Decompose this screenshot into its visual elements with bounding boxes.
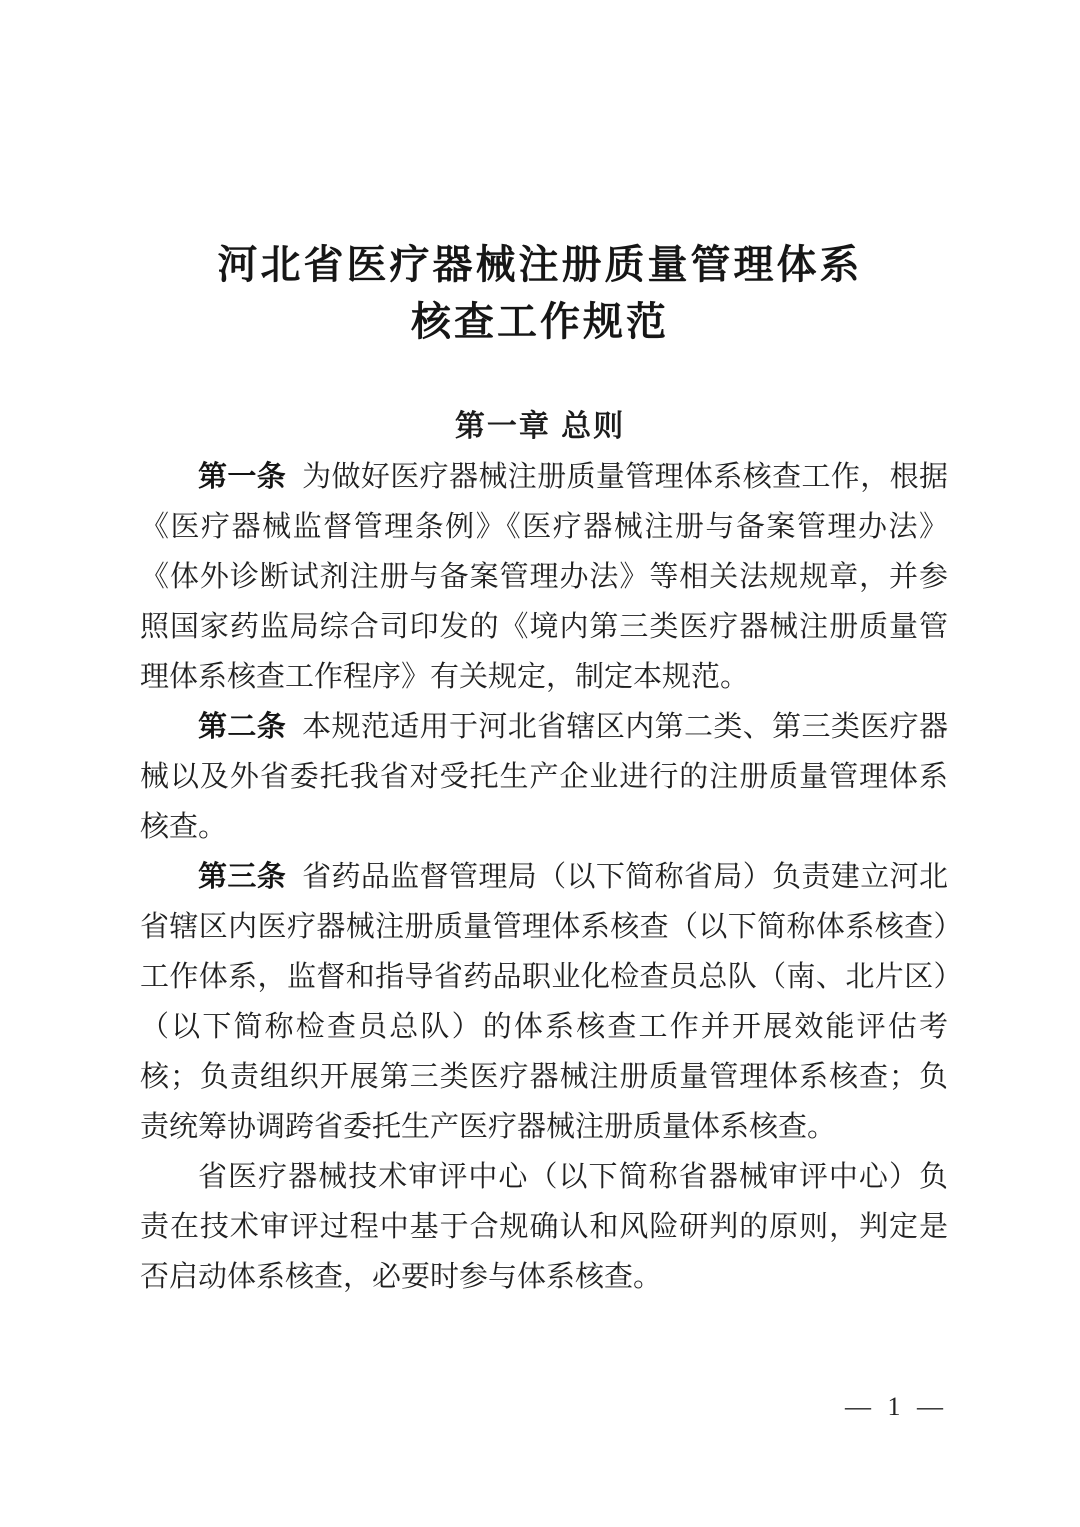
page-number: — 1 — [845,1392,948,1421]
chapter-heading: 第一章 总则 [454,410,626,443]
document-title-line1: 河北省医疗器械注册质量管理体系 [217,242,863,287]
paragraph-article-3-continuation [140,1152,948,1302]
article-3-text: 省药品监督管理局（以下简称省局）负责建立河北省辖区内医疗器械注册质量管理体系核查（以下简称体系核查）工作体系，监督和指导省药品职业化检查员总队（南、北片区）（以下简称检查员总队）的体系核查工作并开展效能评估考核；负责组织开展第三类医疗器械注册质量管理体系核查；负责统筹协调跨省委托生产医疗器械注册质量体系核查。 [140,861,948,1143]
document-title-line2: 核查工作规范 [411,299,669,344]
paragraph-article-3 [140,852,948,1152]
article-2-text: 本规范适用于河北省辖区内第二类、第三类医疗器械以及外省委托我省对受托生产企业进行的注册质量管理体系核查。 [140,711,948,843]
article-1-label: 第一条 [198,461,287,493]
paragraph-article-1 [140,452,948,702]
article-3-continuation-text: 省医疗器械技术审评中心（以下简称省器械审评中心）负责在技术审评过程中基于合规确认和风险研判的原则，判定是否启动体系核查，必要时参与体系核查。 [140,1161,948,1293]
article-3-label: 第三条 [198,861,287,893]
document-body [140,452,948,1302]
document-title [0,236,1080,350]
paragraph-article-2 [140,702,948,852]
article-2-label: 第二条 [198,711,287,743]
article-1-text: 为做好医疗器械注册质量管理体系核查工作，根据《医疗器械监督管理条例》《医疗器械注册与备案管理办法》《体外诊断试剂注册与备案管理办法》等相关法规规章，并参照国家药监局综合司印发的《境内第三类医疗器械注册质量管理体系核查工作程序》有关规定，制定本规范。 [140,461,948,693]
